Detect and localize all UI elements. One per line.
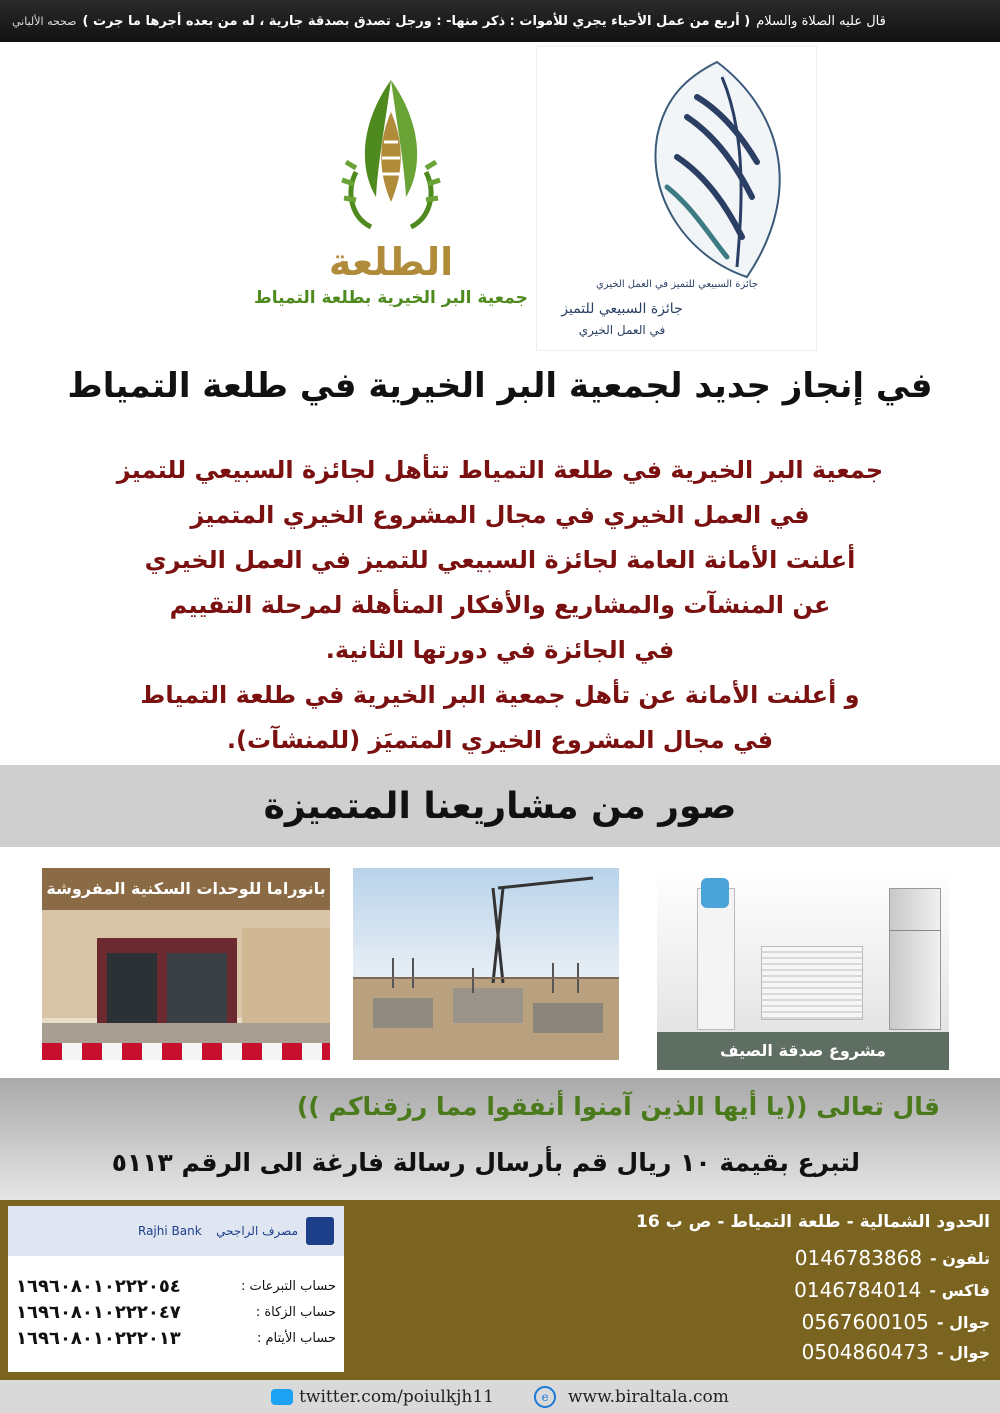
logo-calligraphy: جائزة السبيعي للتميز في العمل الخيري [595, 279, 759, 290]
mobile-row-2 [600, 1338, 990, 1366]
announcement-line: و أعلنت الأمانة عن تأهل جمعية البر الخيرية في طلعة التمياط [140, 681, 860, 709]
account-row [8, 1328, 344, 1349]
announcement-line: جمعية البر الخيرية في طلعة التمياط تتأهل لجائزة السبيعي للتميز [116, 456, 884, 484]
bank-name-en: Rajhi Bank [138, 1224, 202, 1238]
shop-photo [42, 868, 330, 1060]
fax-number[interactable]: 0146784014 [794, 1278, 922, 1302]
web-icon: e [534, 1386, 556, 1408]
water-cooler [697, 888, 735, 1030]
bank-logo-icon [306, 1217, 334, 1245]
mobile-row [600, 1308, 990, 1336]
phone-row [600, 1244, 990, 1272]
summer-project-photo [657, 868, 949, 1070]
calligraphy-leaf-icon [537, 47, 816, 292]
section-title-band [0, 765, 1000, 847]
bank-accounts-box [8, 1206, 344, 1372]
twitter-icon [271, 1389, 293, 1405]
award-logo [536, 46, 817, 351]
mobile-label-2: جوال - [936, 1342, 990, 1362]
bank-name-ar: مصرف الراجحي [216, 1224, 298, 1238]
air-conditioner [761, 946, 863, 1020]
logo-name: الطلعة [328, 240, 454, 284]
account-number[interactable]: ١٦٩٦٠٨٠١٠٢٢٢٠٥٤ [16, 1276, 181, 1297]
refrigerator [889, 888, 941, 1030]
fax-row [600, 1276, 990, 1304]
address: الحدود الشمالية - طلعة التمياط - ص ب 16 [636, 1212, 990, 1232]
account-row [8, 1276, 344, 1297]
bank-header [8, 1206, 344, 1256]
wheat-flame-icon [316, 72, 466, 252]
summer-caption [657, 1032, 949, 1070]
hadith-prefix: قال عليه الصلاة والسلام [756, 13, 886, 29]
quran-verse: قال تعالى ((يا أيها الذين آمنوا أنفقوا مما رزقناكم )) [296, 1092, 940, 1121]
account-number[interactable]: ١٦٩٦٠٨٠١٠٢٢٢٠١٣ [16, 1328, 181, 1349]
shop-sign-text: بانوراما للوحدات السكنية المفروشة [46, 879, 326, 898]
main-headline: في إنجاز جديد لجمعية البر الخيرية في طلعة التمياط [67, 366, 933, 406]
section-title: صور من مشاريعنا المتميزة [263, 785, 737, 827]
charity-logo [248, 72, 534, 342]
award-caption-1: جائزة السبيعي للتميز [561, 301, 683, 317]
twitter-link[interactable]: twitter.com/poiulkjh11 [299, 1386, 494, 1407]
announcement-line: عن المنشآت والمشاريع والأفكار المتأهلة لمرحلة التقييم [169, 591, 831, 619]
announcement-line: في مجال المشروع الخيري المتميَز (للمنشآت). [226, 726, 774, 754]
account-label: حساب الزكاة : [255, 1305, 336, 1320]
mobile-number[interactable]: 0567600105 [801, 1310, 929, 1334]
hadith-quote: ( أربع من عمل الأحياء يجري للأموات : ذكر منها- : ورجل تصدق بصدقة جارية ، له من بعده أجرها ما جرت ) [82, 13, 751, 29]
hadith-note: صححه الألباني [12, 14, 77, 28]
top-hadith-bar [0, 0, 1000, 42]
logo-subtitle: جمعية البر الخيرية بطلعة التمياط [254, 288, 528, 308]
announcement-line: في العمل الخيري في مجال المشروع الخيري المتميز [190, 501, 810, 529]
announcement-text [40, 448, 960, 763]
summer-caption-text: مشروع صدقة الصيف [720, 1041, 886, 1060]
sms-donation-text: لتبرع بقيمة ١٠ ريال قم بأرسال رسالة فارغة الى الرقم ٥١١٣ [111, 1148, 860, 1177]
website-link[interactable]: www.biraltala.com [568, 1386, 729, 1407]
phone-number[interactable]: 0146783868 [794, 1246, 923, 1270]
mobile-number-2[interactable]: 0504860473 [801, 1340, 929, 1364]
account-label: حساب التبرعات : [240, 1279, 336, 1294]
account-number[interactable]: ١٦٩٦٠٨٠١٠٢٢٢٠٤٧ [16, 1302, 181, 1323]
phone-label: تلفون - [930, 1248, 990, 1268]
fax-label: فاكس - [929, 1280, 990, 1300]
announcement-line: في الجائزة في دورتها الثانية. [325, 636, 675, 664]
mobile-label: جوال - [936, 1312, 990, 1332]
announcement-line: أعلنت الأمانة العامة لجائزة السبيعي للتميز في العمل الخيري [144, 546, 856, 574]
award-caption-2: في العمل الخيري [578, 323, 666, 337]
construction-photo [353, 868, 619, 1060]
shop-sign [42, 868, 330, 910]
account-label: حساب الأيتام : [256, 1331, 336, 1346]
account-row [8, 1302, 344, 1323]
footer-bar [0, 1380, 1000, 1413]
